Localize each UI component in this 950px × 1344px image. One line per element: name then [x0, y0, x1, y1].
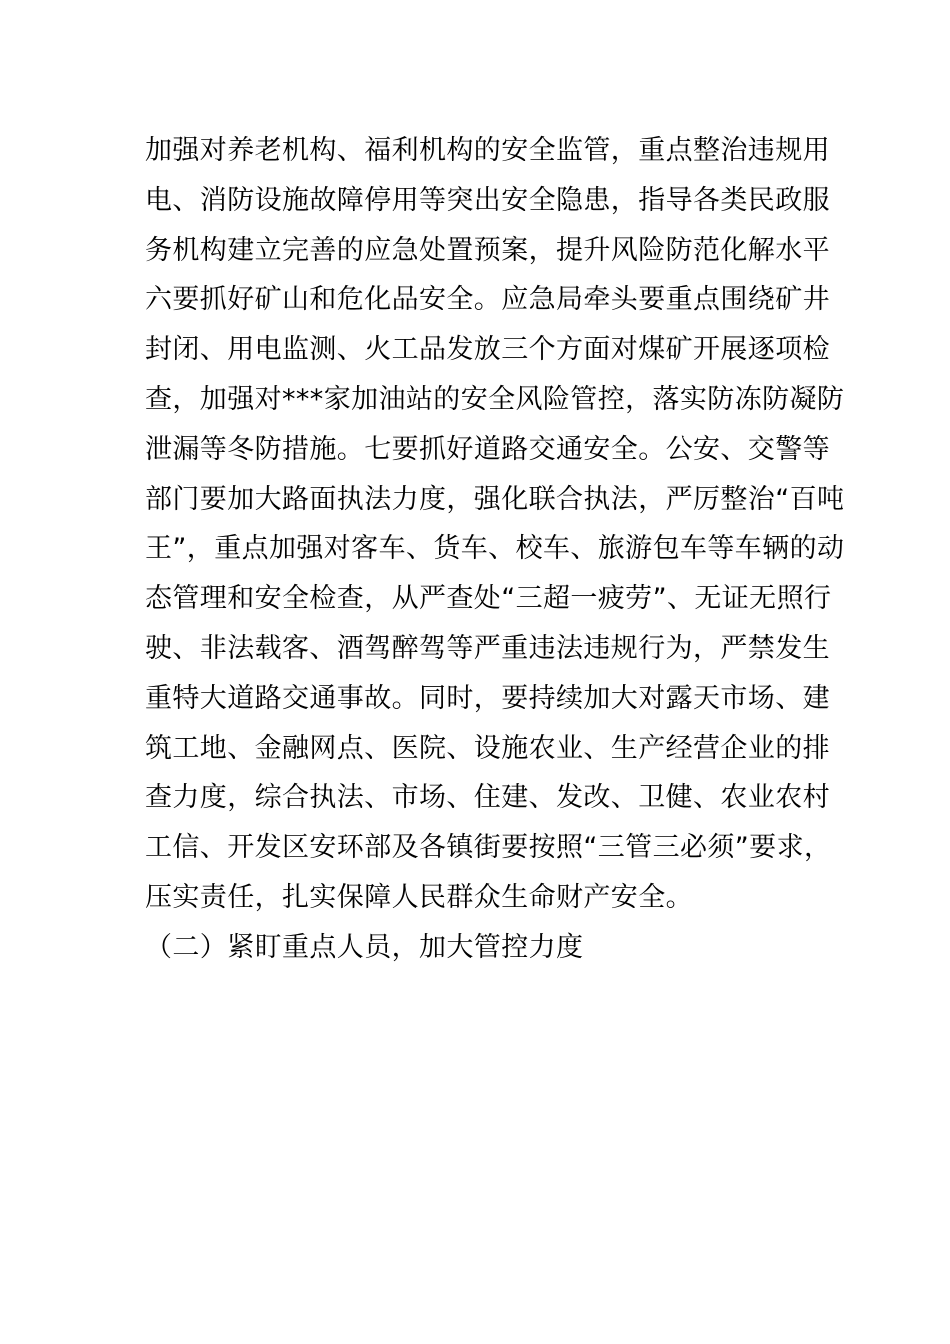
- text-line: 重特大道路交通事故。同时，要持续加大对露天市场、建: [145, 682, 830, 714]
- text-line: 封闭、用电监测、火工品发放三个方面对煤矿开展逐项检: [145, 334, 830, 366]
- text-line: 工信、开发区安环部及各镇街要按照“三管三必须”要求，: [145, 832, 832, 864]
- text-line: 态管理和安全检查，从严查处“三超一疲劳”、无证无照行: [145, 583, 832, 615]
- text-line: 部门要加大路面执法力度，强化联合执法，严厉整治“百吨: [145, 483, 845, 515]
- text-line: 查，加强对***家加油站的安全风险管控，落实防冻防凝防: [145, 383, 845, 415]
- text-line: 务机构建立完善的应急处置预案，提升风险防范化解水平: [145, 234, 830, 266]
- text-line: 王”，重点加强对客车、货车、校车、旅游包车等车辆的动: [145, 533, 845, 565]
- body-text: [145, 126, 845, 973]
- section-heading: （二）紧盯重点人员，加大管控力度: [145, 931, 584, 963]
- text-line: 驶、非法载客、酒驾醉驾等严重违法违规行为，严禁发生: [145, 632, 830, 664]
- text-line: 加强对养老机构、福利机构的安全监管，重点整治违规用: [145, 135, 830, 166]
- text-line: 泄漏等冬防措施。七要抓好道路交通安全。公安、交警等: [145, 433, 830, 465]
- text-line: 筑工地、金融网点、医院、设施农业、生产经营企业的排: [145, 732, 830, 764]
- text-line: 压实责任，扎实保障人民群众生命财产安全。: [145, 881, 693, 913]
- text-line: 电、消防设施故障停用等突出安全隐患，指导各类民政服: [145, 184, 830, 216]
- text-line: 六要抓好矿山和危化品安全。应急局牵头要重点围绕矿井: [145, 284, 830, 316]
- text-line: 查力度，综合执法、市场、住建、发改、卫健、农业农村: [145, 782, 830, 814]
